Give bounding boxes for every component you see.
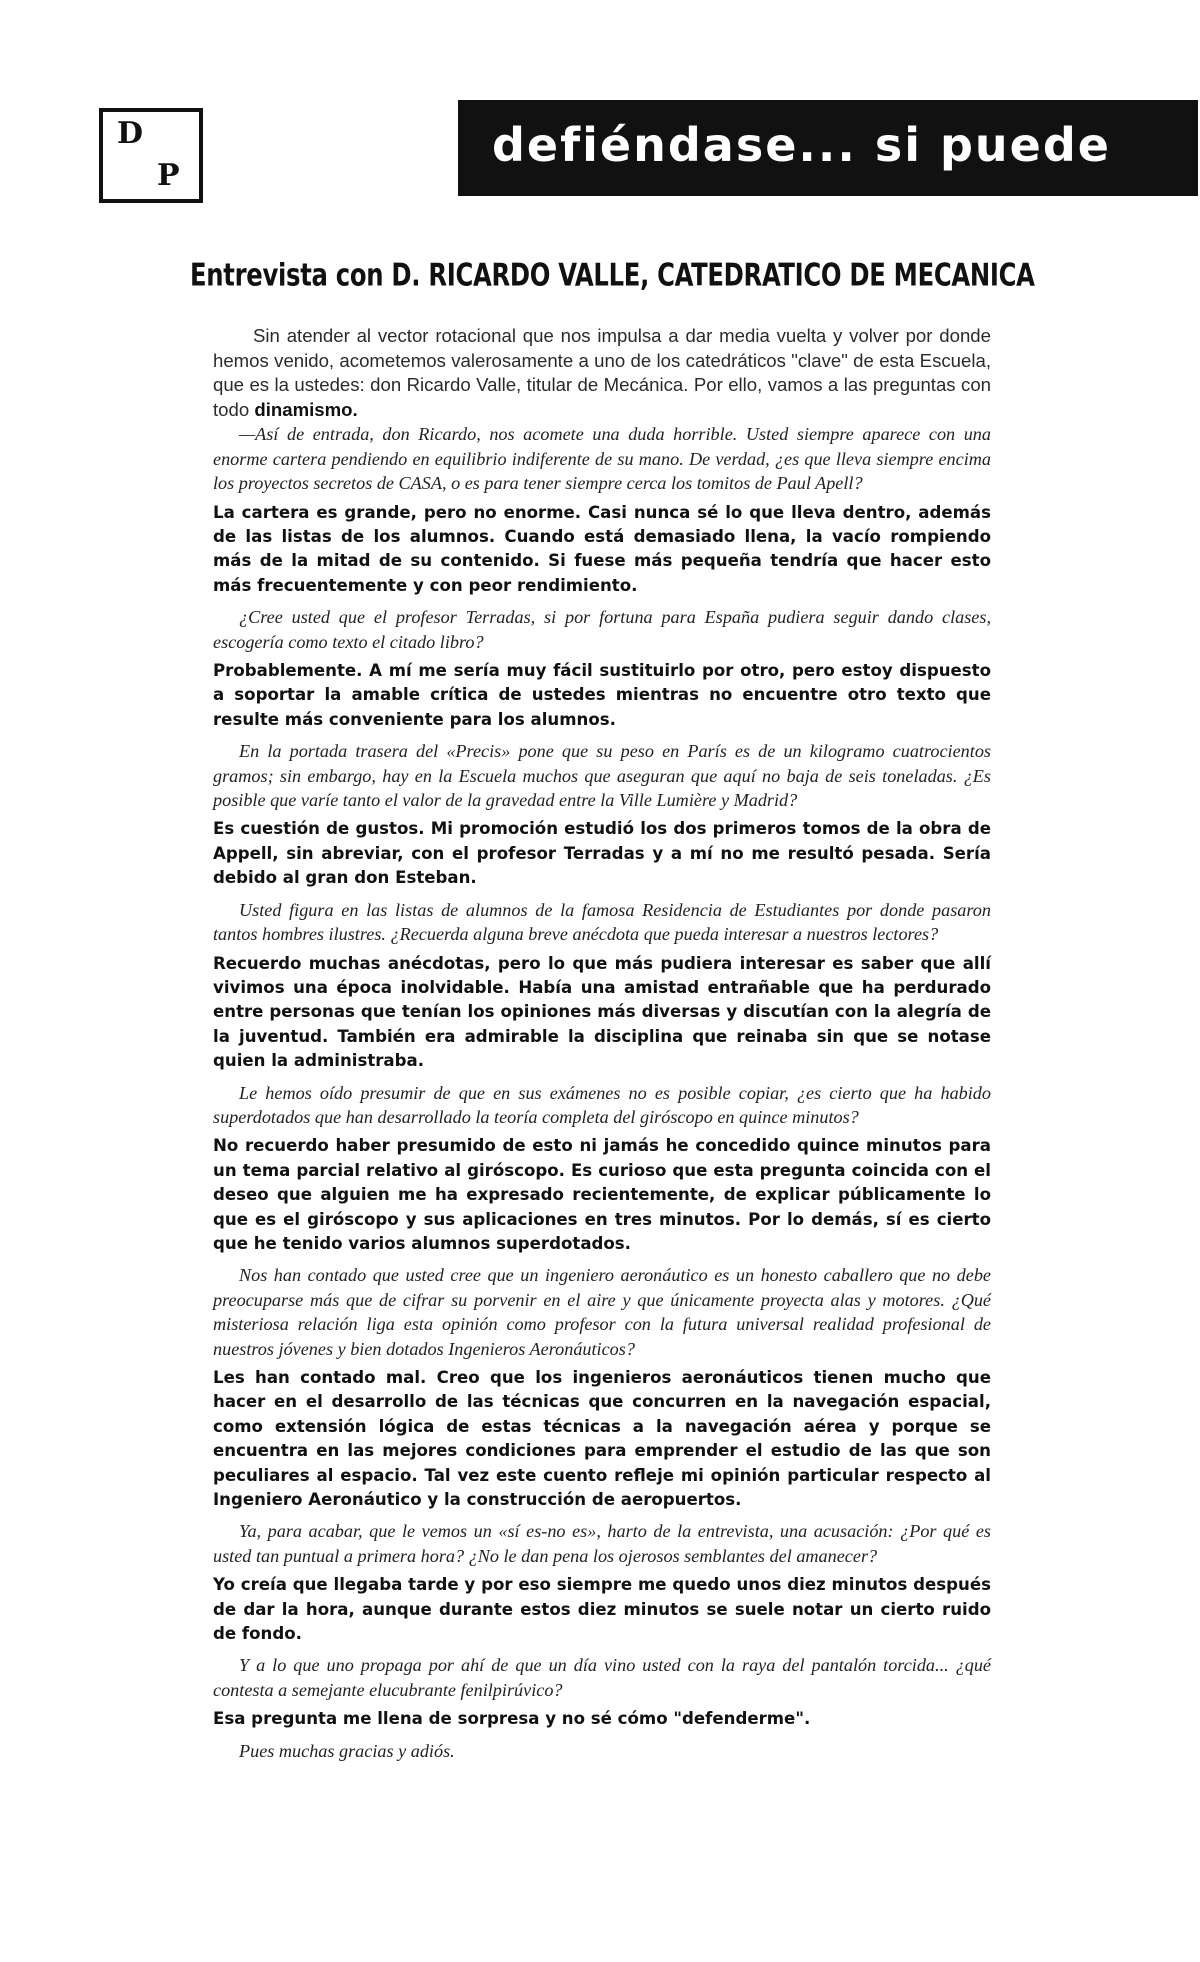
question-2: ¿Cree usted que el profesor Terradas, si por fortuna para España pudiera seguir dando clases, escogería como texto el citado libro?	[213, 607, 991, 652]
answer-5: No recuerdo haber presumido de esto ni jamás he concedido quince minutos para un tema parcial relativo al giróscopo. Es curioso que esta pregunta coincida con el deseo que alguien me ha expresado recientemente, de explicar públicamente lo que es el giróscopo y sus aplicaciones en tres minutos. Por lo demás, sí es cierto que he tenido varios alumnos superdotados.	[213, 1136, 991, 1253]
question-7: Ya, para acabar, que le vemos un «sí es-no es», harto de la entrevista, una acusación: ¿Por qué es usted tan puntual a primera hora? ¿No le dan pena los ojerosos semblantes del amanecer?	[213, 1521, 991, 1566]
logo-letter-d: D	[117, 116, 144, 151]
answer-1: La cartera es grande, pero no enorme. Casi nunca sé lo que lleva dentro, además de las listas de los alumnos. Cuando está demasiado llena, la vacío rompiendo más de la mitad de su contenido. Si fuese más pequeña tendría que hacer esto más frecuentemente y con peor rendimiento.	[213, 502, 991, 595]
section-banner: defiéndase... si puede	[458, 100, 1198, 196]
question-6: Nos han contado que usted cree que un ingeniero aeronáutico es un honesto caballero que no debe preocuparse más que de cifrar su porvenir en el aire y que únicamente proyecta alas y motores. ¿Qué misteriosa relación liga esta opinión como profesor con la futura universal realidad profesional de nuestros jóvenes y bien dotados Ingenieros Aeronáuticos?	[213, 1265, 991, 1359]
dp-logo	[99, 108, 203, 203]
answer-4: Recuerdo muchas anécdotas, pero lo que más pudiera interesar es saber que allí vivimos una época inolvidable. Había una amistad entrañable que ha perdurado entre personas que tenían los opiniones más diversas y discutían con la alegría de la juventud. También era admirable la disciplina que reinaba sin que se notase quien la administraba.	[213, 953, 991, 1071]
answer-7: Yo creía que llegaba tarde y por eso siempre me quedo unos diez minutos después de dar la hora, aunque durante estos diez minutos se suele notar un cierto ruido de fondo.	[213, 1575, 991, 1644]
question-3: En la portada trasera del «Precis» pone que su peso en París es de un kilogramo cuatrocientos gramos; sin embargo, hay en la Escuela muchos que aseguran que aquí no baja de seis toneladas. ¿Es posible que varíe tanto el valor de la gravedad entre la Ville Lumière y Madrid?	[213, 741, 991, 811]
question-4: Usted figura en las listas de alumnos de la famosa Residencia de Estudiantes por donde pasaron tantos hombres ilustres. ¿Recuerda alguna breve anécdota que pueda interesar a nuestros lectores?	[213, 899, 991, 945]
question-1: —Así de entrada, don Ricardo, nos acomete una duda horrible. Usted siempre aparece con una enorme cartera pendiendo en equilibrio indiferente de su mano. De verdad, ¿es que lleva siempre encima los proyectos secretos de CASA, o es para tener siempre cerca los tomitos de Paul Apell?	[213, 424, 991, 494]
question-5: Le hemos oído presumir de que en sus exámenes no es posible copiar, ¿es cierto que ha habido superdotados que han desarrollado la teoría completa del giróscopo en quince minutos?	[213, 1082, 991, 1127]
intro-bold-word: dinamismo.	[254, 398, 358, 420]
answer-3: Es cuestión de gustos. Mi promoción estudió los dos primeros tomos de la obra de Appell, sin abreviar, con el profesor Terradas y a mí no me resultó pesada. Sería debido al gran don Esteban.	[213, 819, 991, 888]
question-8: Y a lo que uno propaga por ahí de que un día vino usted con la raya del pantalón torcida... ¿qué contesta a semejante elucubrante fenilpirúvico?	[213, 1655, 991, 1700]
answer-8: Esa pregunta me llena de sorpresa y no sé cómo "defenderme".	[213, 1709, 811, 1729]
answer-6: Les han contado mal. Creo que los ingenieros aeronáuticos tienen mucho que hacer en el desarrollo de las técnicas que concurren en la navegación espacial, como extensión lógica de estas técnicas a la navegación aérea y porque se encuentra en las mejores condiciones para emprender el estudio de las que son peculiares al espacio. Tal vez este cuento refleje mi opinión particular respecto al Ingeniero Aeronáutico y la construcción de aeropuertos.	[213, 1368, 991, 1510]
answer-2: Probablemente. A mí me sería muy fácil sustituirlo por otro, pero estoy dispuesto a soportar la amable crítica de ustedes mientras no encuentre otro texto que resulte más conveniente para los alumnos.	[213, 661, 991, 729]
intro-text: Sin atender al vector rotacional que nos impulsa a dar media vuelta y volver por donde hemos venido, acometemos valerosamente a uno de los catedráticos "clave" de esta Escuela, que es la ustedes: don Ricardo Valle, titular de Mecánica. Por ello, vamos a las preguntas con todo	[213, 325, 991, 420]
closing-line: Pues muchas gracias y adiós.	[239, 1740, 455, 1761]
logo-letter-p: P	[157, 158, 180, 193]
article-body	[213, 324, 991, 1763]
intro-paragraph	[213, 324, 991, 422]
article-title: Entrevista con D. RICARDO VALLE, CATEDRATICO DE MECANICA	[190, 258, 1035, 294]
